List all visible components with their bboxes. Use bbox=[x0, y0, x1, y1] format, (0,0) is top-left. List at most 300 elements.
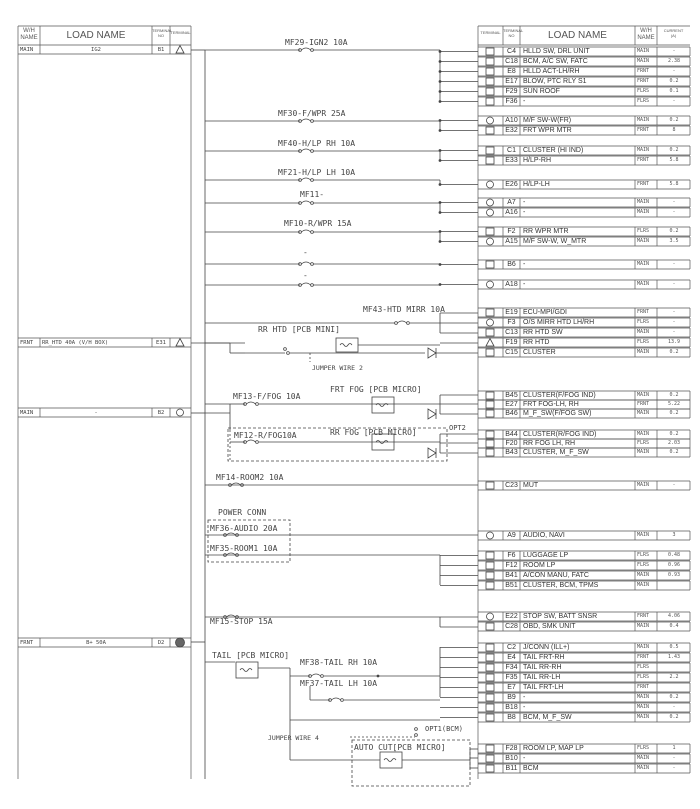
circuit-label: MF30-F/WPR 25A bbox=[278, 109, 346, 118]
r-row-load-name: - bbox=[523, 704, 526, 711]
r-row-terminal-no: B41 bbox=[505, 572, 518, 579]
square-terminal-icon bbox=[486, 401, 494, 408]
square-terminal-icon bbox=[486, 147, 494, 154]
junction-dot bbox=[439, 160, 441, 162]
r-load-name-header: LOAD NAME bbox=[548, 30, 607, 41]
r-row-terminal-no: F6 bbox=[507, 552, 516, 559]
r-row-load-name: - bbox=[523, 694, 526, 701]
r-row-load-name: - bbox=[523, 261, 526, 268]
square-terminal-icon bbox=[486, 745, 494, 752]
square-terminal-icon bbox=[486, 694, 494, 701]
r-row-current: 2.38 bbox=[667, 58, 681, 64]
terminal-no-header: TERMINAL NO bbox=[152, 28, 173, 38]
r-row-wh: MAIN bbox=[637, 644, 650, 650]
wh-name-header: W/H NAME bbox=[20, 28, 38, 41]
r-row-wh: MAIN bbox=[637, 449, 650, 455]
circuit-label: MF12-R/FOG10A bbox=[234, 431, 297, 440]
r-row-wh: MAIN bbox=[637, 694, 650, 700]
circuit-labels bbox=[210, 38, 466, 752]
r-row-wh: FRNT bbox=[637, 78, 650, 84]
r-row-current: 0.4 bbox=[669, 623, 679, 629]
r-row-terminal-no: C15 bbox=[505, 349, 518, 356]
r-row-terminal-no: F29 bbox=[505, 88, 518, 95]
r-row-current bbox=[659, 683, 689, 692]
square-terminal-icon bbox=[486, 261, 494, 268]
fuse-icon bbox=[311, 263, 314, 266]
circuit-label: MF21-H/LP LH 10A bbox=[278, 168, 356, 177]
r-row-current: 5.8 bbox=[669, 157, 679, 163]
r-row-current: 0.1 bbox=[669, 88, 679, 94]
junction-dot bbox=[439, 231, 441, 233]
relay-box-icon bbox=[372, 397, 394, 413]
r-row-current: - bbox=[672, 765, 676, 771]
circuit-label: FRT FOG [PCB MICRO] bbox=[330, 385, 422, 394]
r-row-terminal-no: B51 bbox=[505, 582, 518, 589]
relay-box-icon bbox=[236, 662, 258, 678]
load-name-header: LOAD NAME bbox=[66, 30, 126, 41]
fuse-icon bbox=[311, 674, 320, 676]
r-row-terminal-no: B18 bbox=[505, 704, 518, 711]
r-row-terminal-no: A10 bbox=[505, 117, 518, 124]
r-row-current: 0.2 bbox=[669, 431, 679, 437]
r-row-wh: MAIN bbox=[637, 392, 650, 398]
r-row-wh: FRNT bbox=[637, 309, 650, 315]
square-terminal-icon bbox=[486, 157, 494, 164]
fuse-icon bbox=[311, 120, 314, 123]
r-row-load-name: RR FOG LH, RH bbox=[523, 440, 576, 447]
circuit-label: MF29-IGN2 10A bbox=[285, 38, 348, 47]
r-row-current: 0.2 bbox=[669, 392, 679, 398]
left-row-wh: MAIN bbox=[20, 410, 34, 416]
junction-dot bbox=[439, 212, 441, 214]
round-terminal-icon bbox=[487, 209, 494, 216]
r-row-wh: FRNT bbox=[637, 684, 650, 690]
r-row-wh: FLRS bbox=[637, 319, 650, 325]
r-row-wh: FLRS bbox=[637, 88, 650, 94]
r-terminal-no-header: TERMINAL NO bbox=[503, 28, 524, 38]
junction-dot bbox=[439, 130, 441, 132]
r-row-terminal-no: C13 bbox=[505, 329, 518, 336]
triangle-terminal-icon bbox=[176, 339, 184, 347]
fuse-icon bbox=[301, 119, 310, 121]
square-terminal-icon bbox=[486, 228, 494, 235]
r-row-terminal-no: F35 bbox=[505, 674, 518, 681]
r-row-load-name: BLOW, PTC RLY S1 bbox=[523, 78, 587, 85]
square-terminal-icon bbox=[486, 68, 494, 75]
triangle-terminal-icon bbox=[176, 46, 184, 54]
r-row-current: 5.22 bbox=[667, 401, 681, 407]
left-row-load: - bbox=[94, 410, 98, 416]
r-row-terminal-no: F3 bbox=[507, 319, 516, 326]
circuit-label: MF40-H/LP RH 10A bbox=[278, 139, 356, 148]
round-terminal-icon bbox=[487, 117, 494, 124]
circuit-label: - bbox=[303, 248, 308, 257]
r-row-load-name: H/LP-LH bbox=[523, 181, 550, 188]
r-row-current: 0.48 bbox=[667, 552, 681, 558]
relay-coil-icon bbox=[384, 759, 396, 762]
r-row-current: 0.2 bbox=[669, 694, 679, 700]
left-row-terminal: E31 bbox=[156, 340, 166, 346]
r-row-current: - bbox=[672, 704, 676, 710]
r-row-current: 1.43 bbox=[667, 654, 681, 660]
r-row-load-name: ROOM LP, MAP LP bbox=[523, 745, 584, 752]
fuse-icon bbox=[301, 201, 310, 203]
r-row-wh: MAIN bbox=[637, 261, 650, 267]
r-row-load-name: FRT FOG-LH, RH bbox=[523, 401, 579, 408]
r-row-load-name: TAIL RR-LH bbox=[523, 674, 561, 681]
r-row-wh: MAIN bbox=[637, 199, 650, 205]
circuit-label: RR HTD [PCB MINI] bbox=[258, 325, 340, 334]
relay-box-icon bbox=[380, 752, 402, 768]
square-terminal-icon bbox=[486, 449, 494, 456]
r-row-current: - bbox=[672, 261, 676, 267]
r-row-wh: MAIN bbox=[637, 714, 650, 720]
r-row-current: 0.93 bbox=[667, 572, 681, 578]
r-row-load-name: - bbox=[523, 755, 526, 762]
r-wh-header: W/H NAME bbox=[637, 28, 655, 41]
r-row-load-name: CLUSTER(R/FOG IND) bbox=[523, 431, 597, 438]
r-terminal-header: TERMINAL bbox=[480, 30, 501, 35]
left-row-wh: MAIN bbox=[20, 47, 34, 53]
r-row-terminal-no: C2 bbox=[507, 644, 516, 651]
r-row-wh: FLRS bbox=[637, 674, 650, 680]
r-row-terminal-no: E7 bbox=[507, 684, 516, 691]
junction-dot bbox=[439, 71, 441, 73]
r-row-terminal-no: B10 bbox=[505, 755, 518, 762]
fuse-icon bbox=[246, 440, 255, 442]
r-row-terminal-no: F36 bbox=[505, 98, 518, 105]
r-current-header: CURRENT (A) bbox=[663, 28, 684, 38]
r-row-terminal-no: A16 bbox=[505, 209, 518, 216]
square-terminal-icon bbox=[486, 714, 494, 721]
r-row-wh: FRNT bbox=[637, 157, 650, 163]
r-row-current: - bbox=[672, 199, 676, 205]
fuse-icon bbox=[311, 284, 314, 287]
round-terminal-icon bbox=[487, 319, 494, 326]
r-row-current: - bbox=[672, 68, 676, 74]
triangle-terminal-icon bbox=[486, 339, 494, 347]
r-row-terminal-no: B9 bbox=[507, 694, 516, 701]
r-row-current bbox=[659, 663, 689, 672]
circuit-label: MF43-HTD MIRR 10A bbox=[363, 305, 445, 314]
r-row-current: - bbox=[672, 48, 676, 54]
r-row-load-name: FRT WPR MTR bbox=[523, 127, 572, 134]
r-row-wh: FLRS bbox=[637, 98, 650, 104]
left-row-terminal: B1 bbox=[157, 47, 165, 53]
fuse-icon bbox=[311, 150, 314, 153]
diode-icon bbox=[428, 448, 436, 458]
relay-contact-icon bbox=[415, 734, 418, 737]
r-row-current: - bbox=[672, 281, 676, 287]
r-row-load-name: HLLD SW, DRL UNIT bbox=[523, 48, 590, 55]
r-row-current: 2.2 bbox=[669, 674, 679, 680]
r-row-wh: MAIN bbox=[637, 704, 650, 710]
r-row-wh: FLRS bbox=[637, 664, 650, 670]
square-terminal-icon bbox=[486, 644, 494, 651]
r-row-wh: MAIN bbox=[637, 410, 650, 416]
square-terminal-icon bbox=[486, 704, 494, 711]
r-row-wh: MAIN bbox=[637, 281, 650, 287]
r-row-load-name: M/F SW-W, W_MTR bbox=[523, 238, 587, 245]
r-row-load-name: M/F SW-W(FR) bbox=[523, 117, 572, 124]
circuit-label: MF36-AUDIO 20A bbox=[210, 524, 278, 533]
r-row-load-name: TAIL FRT-RH bbox=[523, 654, 565, 661]
fuse-icon bbox=[301, 48, 310, 50]
r-row-wh: FRNT bbox=[637, 127, 650, 133]
junction-dot bbox=[439, 120, 441, 122]
r-row-current: 0.2 bbox=[669, 714, 679, 720]
r-row-current: 0.2 bbox=[669, 449, 679, 455]
circuit-symbols bbox=[176, 46, 495, 787]
r-row-current: 3 bbox=[672, 532, 676, 538]
r-row-wh: FRNT bbox=[637, 68, 650, 74]
terminal-header: TERMINAL bbox=[170, 30, 191, 35]
junction-dot bbox=[439, 284, 441, 286]
circuit-label: MF14-ROOM2 10A bbox=[216, 473, 284, 482]
r-row-current: - bbox=[672, 209, 676, 215]
square-terminal-icon bbox=[486, 58, 494, 65]
r-row-wh: MAIN bbox=[637, 48, 650, 54]
r-row-wh: FLRS bbox=[637, 552, 650, 558]
square-terminal-icon bbox=[486, 78, 494, 85]
fuse-icon bbox=[246, 402, 255, 404]
fuse-icon bbox=[301, 149, 310, 151]
r-row-terminal-no: F19 bbox=[505, 339, 518, 346]
r-row-terminal-no: C18 bbox=[505, 58, 518, 65]
r-row-terminal-no: F2 bbox=[507, 228, 516, 235]
r-row-terminal-no: E8 bbox=[507, 68, 516, 75]
r-row-load-name: O/S MIRR HTD LH/RH bbox=[523, 319, 595, 326]
circuit-label: MF37-TAIL LH 10A bbox=[300, 679, 378, 688]
r-row-terminal-no: A9 bbox=[507, 532, 516, 539]
r-row-current: 2.03 bbox=[667, 440, 681, 446]
r-row-wh: MAIN bbox=[637, 755, 650, 761]
r-row-terminal-no: C1 bbox=[507, 147, 516, 154]
fuse-icon bbox=[256, 441, 259, 444]
square-terminal-icon bbox=[486, 440, 494, 447]
r-row-current: 4.06 bbox=[667, 613, 681, 619]
r-row-terminal-no: E33 bbox=[505, 157, 518, 164]
r-row-load-name: CLUSTER bbox=[523, 349, 556, 356]
r-row-terminal-no: B45 bbox=[505, 392, 518, 399]
circuit-label: RR FOG [PCB MICRO] bbox=[330, 428, 417, 437]
junction-dot bbox=[439, 264, 441, 266]
junction-dot bbox=[439, 91, 441, 93]
square-terminal-icon bbox=[486, 329, 494, 336]
r-row-load-name: J/CONN (ILL+) bbox=[523, 644, 570, 651]
round-terminal-icon bbox=[487, 281, 494, 288]
fuse-icon bbox=[311, 231, 314, 234]
r-row-wh: MAIN bbox=[637, 431, 650, 437]
junction-dot bbox=[439, 202, 441, 204]
r-row-load-name: LUGGAGE LP bbox=[523, 552, 569, 559]
r-row-load-name: A/CON MANU, FATC bbox=[523, 572, 589, 579]
r-row-terminal-no: E27 bbox=[505, 401, 518, 408]
left-row-terminal: B2 bbox=[157, 410, 165, 416]
r-row-wh: MAIN bbox=[637, 532, 650, 538]
r-row-wh: MAIN bbox=[637, 572, 650, 578]
fuse-icon bbox=[331, 698, 340, 700]
square-terminal-icon bbox=[486, 572, 494, 579]
square-terminal-icon bbox=[486, 127, 494, 134]
r-row-wh: MAIN bbox=[637, 765, 650, 771]
left-row-load: B+ 50A bbox=[86, 640, 106, 646]
r-row-current: 0.2 bbox=[669, 78, 679, 84]
square-terminal-icon bbox=[486, 664, 494, 671]
square-terminal-icon bbox=[486, 482, 494, 489]
r-row-load-name: OBD, SMK UNIT bbox=[523, 623, 576, 630]
fuse-icon bbox=[311, 49, 314, 52]
r-row-wh: MAIN bbox=[637, 58, 650, 64]
r-row-load-name: SUN ROOF bbox=[523, 88, 560, 95]
circuit-label: TAIL [PCB MICRO] bbox=[212, 651, 290, 660]
r-row-terminal-no: C23 bbox=[505, 482, 518, 489]
r-row-load-name: CLUSTER, BCM, TPMS bbox=[523, 582, 599, 589]
r-row-current: 3.5 bbox=[669, 238, 679, 244]
r-row-wh: MAIN bbox=[637, 482, 650, 488]
r-row-wh: MAIN bbox=[637, 209, 650, 215]
diode-icon bbox=[428, 409, 436, 419]
r-row-wh: FRNT bbox=[637, 401, 650, 407]
r-row-load-name: - bbox=[523, 281, 526, 288]
fuse-icon bbox=[395, 322, 398, 325]
square-terminal-icon bbox=[486, 410, 494, 417]
square-terminal-icon bbox=[486, 765, 494, 772]
r-row-current: 13.9 bbox=[667, 339, 681, 345]
square-terminal-icon bbox=[486, 309, 494, 316]
square-terminal-icon bbox=[486, 674, 494, 681]
r-row-terminal-no: E32 bbox=[505, 127, 518, 134]
filled-terminal-icon bbox=[176, 638, 185, 647]
r-row-wh: FLRS bbox=[637, 339, 650, 345]
r-row-load-name: ECU-MPI/GDI bbox=[523, 309, 567, 316]
r-row-terminal-no: F34 bbox=[505, 664, 518, 671]
r-row-wh: FLRS bbox=[637, 440, 650, 446]
r-row-load-name: BCM bbox=[523, 765, 539, 772]
r-row-current: 0.96 bbox=[667, 562, 681, 568]
junction-dot bbox=[439, 241, 441, 243]
r-row-terminal-no: B46 bbox=[505, 410, 518, 417]
r-row-wh: MAIN bbox=[637, 117, 650, 123]
r-row-current: 5.8 bbox=[669, 181, 679, 187]
r-row-current: 0.2 bbox=[669, 410, 679, 416]
junction-dot bbox=[439, 51, 441, 53]
r-row-terminal-no: A7 bbox=[507, 199, 516, 206]
junction-dot bbox=[439, 184, 441, 186]
r-row-load-name: - bbox=[523, 199, 526, 206]
fuse-icon bbox=[301, 262, 310, 264]
relay-contact-icon bbox=[287, 352, 290, 355]
r-row-terminal-no: A18 bbox=[505, 281, 518, 288]
r-row-terminal-no: E22 bbox=[505, 613, 518, 620]
circuit-label: OPT2 bbox=[449, 424, 466, 432]
fuse-icon bbox=[397, 321, 406, 323]
r-row-load-name: CLUSTER(F/FOG IND) bbox=[523, 392, 596, 399]
r-row-load-name: AUDIO, NAVI bbox=[523, 532, 565, 539]
r-row-load-name: CLUSTER, M_F_SW bbox=[523, 449, 589, 456]
square-terminal-icon bbox=[486, 98, 494, 105]
r-row-terminal-no: E26 bbox=[505, 181, 518, 188]
circuit-label: JUMPER WIRE 2 bbox=[312, 364, 363, 372]
circuit-label: MF11- bbox=[300, 190, 325, 199]
r-row-current: 0.2 bbox=[669, 349, 679, 355]
r-row-terminal-no: F20 bbox=[505, 440, 518, 447]
r-row-wh: FLRS bbox=[637, 745, 650, 751]
r-row-current: 0.2 bbox=[669, 147, 679, 153]
round-terminal-icon bbox=[487, 199, 494, 206]
junction-dot bbox=[439, 150, 441, 152]
r-row-terminal-no: B8 bbox=[507, 714, 516, 721]
r-row-wh: MAIN bbox=[637, 582, 650, 588]
relay-contact-icon bbox=[284, 348, 287, 351]
r-row-load-name: HLLD ACT-LH/RH bbox=[523, 68, 580, 75]
relay-contact-icon bbox=[415, 728, 418, 731]
r-row-wh: FRNT bbox=[637, 654, 650, 660]
left-row-terminal: D2 bbox=[157, 640, 165, 646]
relay-coil-icon bbox=[340, 344, 352, 347]
r-row-terminal-no: C4 bbox=[507, 48, 516, 55]
square-terminal-icon bbox=[486, 562, 494, 569]
r-row-wh: MAIN bbox=[637, 329, 650, 335]
square-terminal-icon bbox=[486, 48, 494, 55]
fuse-icon bbox=[321, 675, 324, 678]
r-row-load-name: ROOM LP bbox=[523, 562, 556, 569]
round-terminal-icon bbox=[487, 238, 494, 245]
fuse-icon bbox=[311, 179, 314, 182]
r-row-load-name: TAIL RR-RH bbox=[523, 664, 562, 671]
r-row-current: - bbox=[672, 755, 676, 761]
r-row-load-name: MUT bbox=[523, 482, 539, 489]
r-row-wh: FLRS bbox=[637, 562, 650, 568]
r-row-load-name: BCM, M_F_SW bbox=[523, 714, 572, 721]
circuit-label: OPT1(BCM) bbox=[425, 725, 463, 733]
r-row-current: - bbox=[672, 329, 676, 335]
r-row-terminal-no: E4 bbox=[507, 654, 516, 661]
r-row-terminal-no: B44 bbox=[505, 431, 518, 438]
r-row-terminal-no: E19 bbox=[505, 309, 518, 316]
r-row-load-name: CLUSTER (HI IND) bbox=[523, 147, 584, 154]
relay-coil-icon bbox=[240, 669, 252, 672]
r-row-current: - bbox=[672, 482, 676, 488]
square-terminal-icon bbox=[486, 582, 494, 589]
r-row-load-name: H/LP-RH bbox=[523, 157, 552, 164]
round-terminal-icon bbox=[487, 613, 494, 620]
circuit-label: MF15-STOP 15A bbox=[210, 617, 273, 626]
circuit-label: - bbox=[303, 271, 308, 280]
circuit-label: MF10-R/WPR 15A bbox=[284, 219, 352, 228]
left-row-wh: FRNT bbox=[20, 340, 34, 346]
square-terminal-icon bbox=[486, 431, 494, 438]
circuit-label: MF38-TAIL RH 10A bbox=[300, 658, 378, 667]
r-row-terminal-no: A15 bbox=[505, 238, 518, 245]
circuit-label: MF13-F/FOG 10A bbox=[233, 392, 301, 401]
junction-dot bbox=[439, 81, 441, 83]
left-row-load: IG2 bbox=[91, 47, 101, 53]
square-terminal-icon bbox=[486, 552, 494, 559]
fuse-icon bbox=[301, 230, 310, 232]
r-row-wh: FRNT bbox=[637, 181, 650, 187]
r-row-wh: FRNT bbox=[637, 613, 650, 619]
r-row-terminal-no: F28 bbox=[505, 745, 518, 752]
r-row-current: 0.2 bbox=[669, 117, 679, 123]
fuse-icon bbox=[301, 283, 310, 285]
square-terminal-icon bbox=[486, 392, 494, 399]
fuse-icon bbox=[407, 322, 410, 325]
round-terminal-icon bbox=[177, 409, 184, 416]
r-row-current: 1 bbox=[672, 745, 676, 751]
r-row-wh: MAIN bbox=[637, 238, 650, 244]
r-row-load-name: - bbox=[523, 209, 526, 216]
